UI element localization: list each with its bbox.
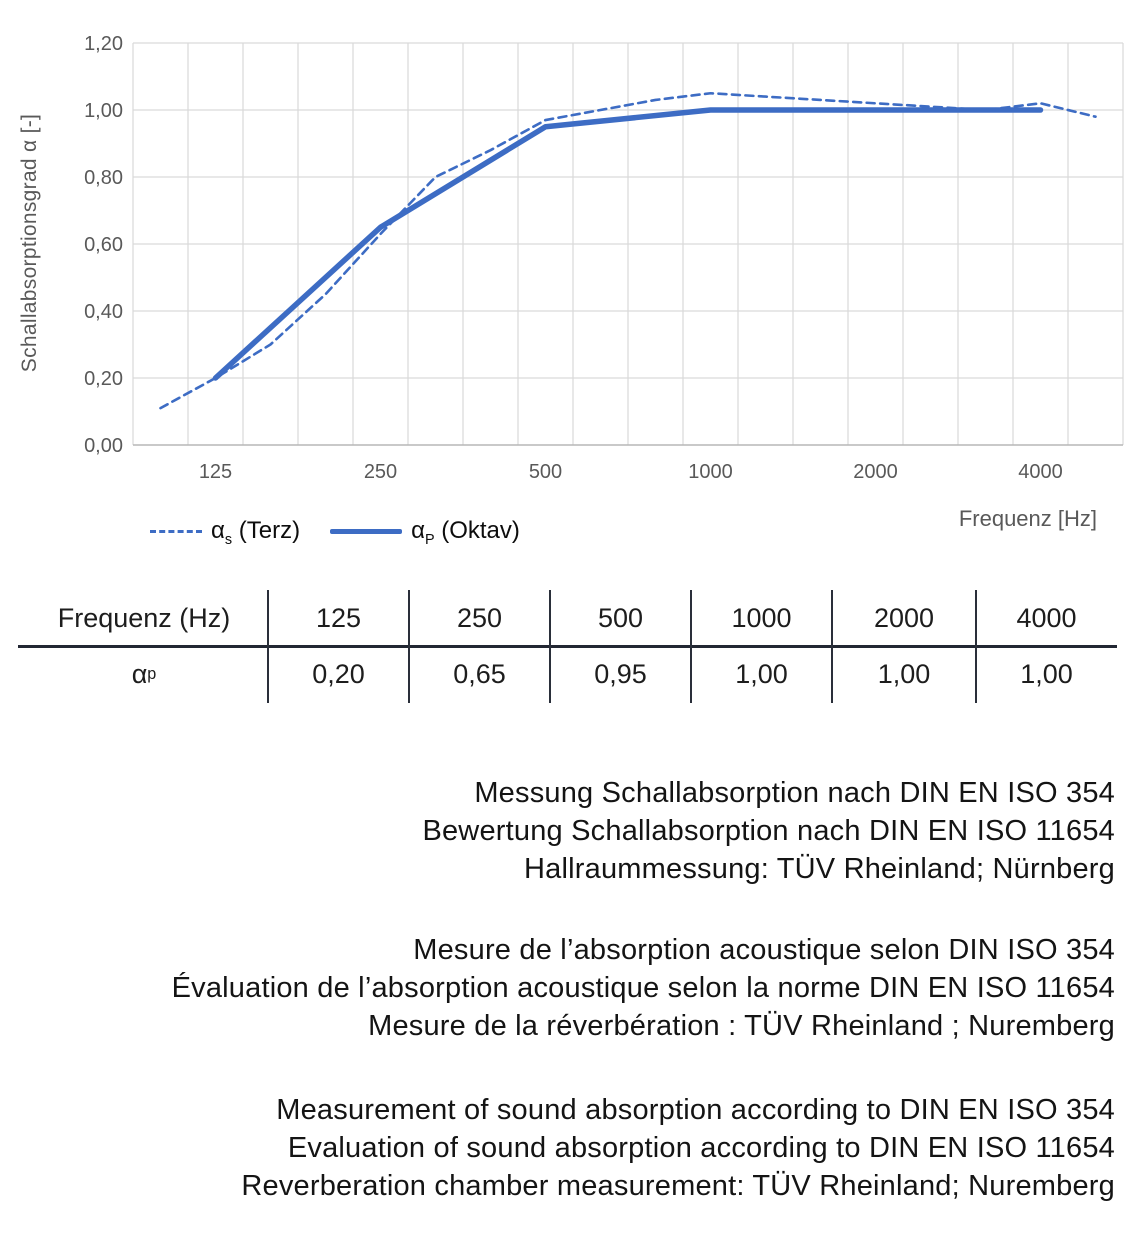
table-header-500: 500 — [597, 602, 644, 633]
x-tick-label: 4000 — [1018, 461, 1063, 483]
x-tick-label: 1000 — [688, 461, 733, 483]
table-value-250: 0,65 — [453, 658, 506, 689]
note-line: Bewertung Schallabsorption nach DIN EN ISO 11654 — [422, 815, 1115, 847]
note-line: Evaluation of sound absorption according to DIN EN ISO 11654 — [287, 1132, 1115, 1164]
note-german — [422, 774, 1115, 888]
table-value-500: 0,95 — [594, 658, 647, 689]
y-tick-label: 0,80 — [84, 167, 123, 189]
table-separator — [831, 590, 833, 703]
x-tick-label: 500 — [528, 461, 563, 483]
table-header-1000: 1000 — [731, 602, 792, 633]
table-separator — [267, 590, 269, 703]
legend-item-alpha-p — [330, 517, 520, 548]
note-line: Messung Schallabsorption nach DIN EN ISO 354 — [474, 777, 1115, 809]
note-line: Évaluation de l’absorption acoustique selon la norme DIN EN ISO 11654 — [171, 972, 1115, 1004]
note-line: Hallraummessung: TÜV Rheinland; Nürnberg — [524, 853, 1115, 885]
legend-item-alpha-s — [150, 517, 300, 548]
table-value-2000: 1,00 — [877, 658, 931, 689]
legend-label-alpha-p: $\alpha_P$ (Oktav) — [411, 516, 520, 548]
table-separator — [690, 590, 692, 703]
table-divider-line — [18, 645, 1117, 648]
table-header-125: 125 — [315, 602, 362, 633]
x-axis-title: Frequenz [Hz] — [958, 506, 1097, 531]
note-line: Mesure de l’absorption acoustique selon DIN ISO 354 — [413, 934, 1115, 966]
table-separator — [975, 590, 977, 703]
chart-legend — [150, 515, 520, 549]
y-tick-label: 1,00 — [84, 100, 123, 122]
table-value-125: 0,20 — [312, 658, 365, 689]
x-tick-label: 2000 — [853, 461, 898, 483]
absorption-chart — [0, 0, 1135, 560]
x-tick-label: 125 — [198, 461, 233, 483]
table-value-1000: 1,00 — [735, 658, 788, 689]
dashed-line-sample-icon — [150, 530, 202, 533]
x-tick-label: 250 — [363, 461, 398, 483]
table-header-frequency: Frequenz (Hz) — [57, 602, 231, 633]
note-french — [172, 931, 1115, 1045]
y-tick-label: 0,60 — [84, 234, 123, 256]
table-header-250: 250 — [456, 602, 503, 633]
legend-label-alpha-s: $\alpha_s$ (Terz) — [211, 516, 301, 548]
note-line: Mesure de la réverbération : TÜV Rheinland ; Nuremberg — [368, 1010, 1115, 1042]
table-separator — [549, 590, 551, 703]
note-line: Measurement of sound absorption according to DIN EN ISO 354 — [276, 1094, 1115, 1126]
table-value-4000: 1,00 — [1020, 658, 1073, 689]
table-separator — [408, 590, 410, 703]
table-header-2000: 2000 — [873, 602, 935, 633]
solid-line-sample-icon — [330, 529, 402, 534]
y-tick-label: 0,40 — [84, 301, 123, 323]
y-tick-label: 1,20 — [84, 33, 123, 55]
y-tick-label: 0,20 — [84, 368, 123, 390]
note-english — [241, 1091, 1115, 1205]
table-row-label-alpha-p: α p — [131, 658, 157, 689]
absorption-chart-plot — [0, 0, 1135, 560]
y-tick-label: 0,00 — [84, 435, 123, 457]
note-line: Reverberation chamber measurement: TÜV Rheinland; Nuremberg — [241, 1170, 1115, 1202]
y-axis-title: Schallabsorptionsgrad α [-] — [18, 113, 41, 373]
table-header-4000: 4000 — [1016, 602, 1077, 633]
